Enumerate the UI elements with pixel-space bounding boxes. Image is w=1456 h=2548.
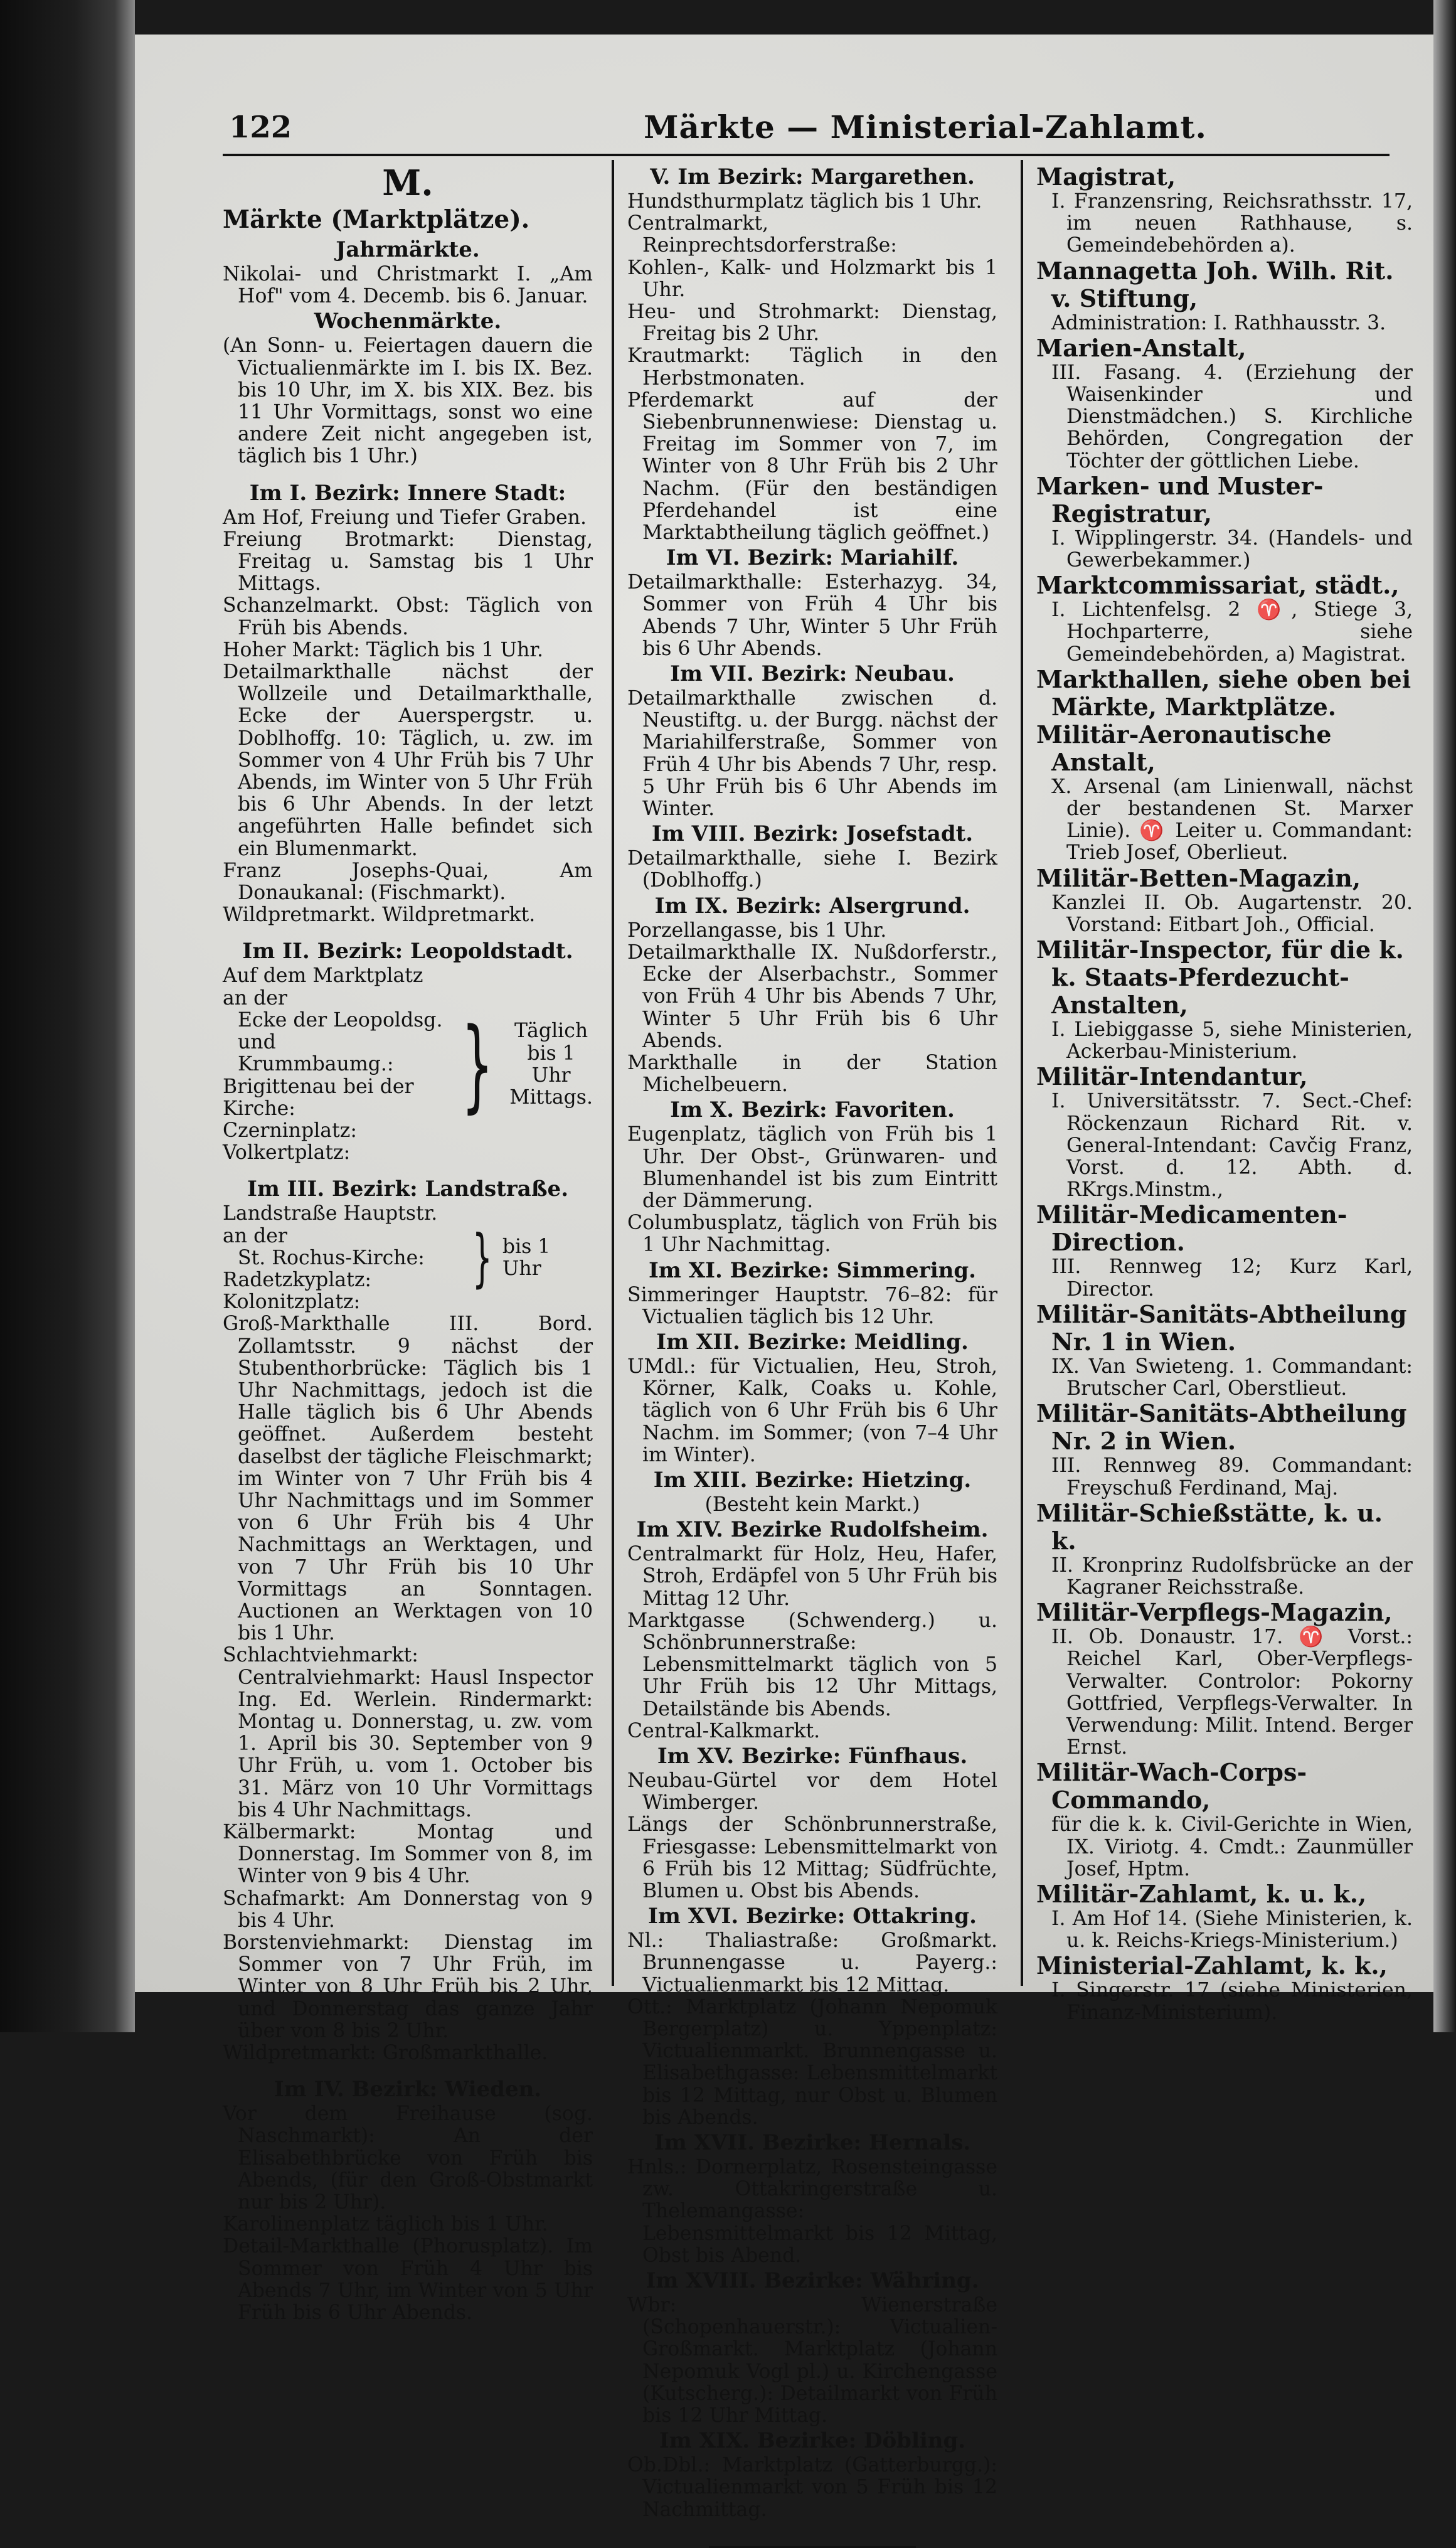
entry: Detailmarkthalle, siehe I. Bezirk (Doblhoffg.)	[627, 847, 997, 892]
entry-text: I. Am Hof 14. (Siehe Ministerien, k. u. k. Reichs-Kriegs-Ministerium.)	[1051, 1907, 1413, 1953]
entry: Schafmarkt: Am Donnerstag von 9 bis 4 Uhr.	[223, 1887, 593, 1932]
column-2	[627, 163, 997, 2548]
column-1	[223, 163, 593, 2324]
entry: Porzellangasse, bis 1 Uhr.	[627, 919, 887, 942]
entry-heading: Ministerial-Zahlamt, k. k.,	[1036, 1951, 1388, 1980]
entry-heading: Militär-Intendantur,	[1036, 1062, 1308, 1091]
entry: Krummbaumg.:	[238, 1053, 394, 1076]
entry-heading: Militär-Sanitäts-Abtheilung Nr. 1 in Wien.	[1036, 1299, 1407, 1356]
entry-text: III. Rennweg 89. Commandant: Freyschuß Ferdinand, Maj.	[1051, 1454, 1413, 1500]
entry: Central-Kalkmarkt.	[627, 1719, 821, 1742]
district-heading: Im II. Bezirk: Leopoldstadt.	[242, 939, 573, 964]
entry-heading: Marien-Anstalt,	[1036, 333, 1246, 362]
entry: Nikolai- und Christmarkt I. „Am Hof" vom 4. Decemb. bis 6. Januar.	[223, 263, 593, 308]
entry-text: I. Liebiggasse 5, siehe Ministerien, Ackerbau-Ministerium.	[1051, 1018, 1413, 1063]
entry: Markthalle in der Station Michelbeuern.	[627, 1051, 997, 1097]
entry-heading: Mannagetta Joh. Wilh. Rit. v. Stiftung,	[1036, 256, 1394, 312]
entry: Franz Josephs-Quai, Am Donaukanal: (Fischmarkt).	[223, 859, 593, 905]
note: (An Sonn- u. Feiertagen dauern die Victualienmärkte im I. bis IX. Bez. bis 10 Uhr, im X. bis XIX. Bez. bis 11 Uhr Vormittags, sonst wo eine andere Zeit nicht angegeben ist, täglich bis 1 Uhr.)	[223, 334, 593, 468]
page-number: 122	[229, 110, 292, 145]
entry: bis 1 Uhr	[527, 1042, 575, 1087]
brace-group	[223, 965, 593, 1164]
entry-text: III. Rennweg 12; Kurz Karl, Director.	[1051, 1255, 1413, 1301]
entry: Ott.: Marktplatz (Johann Nepomuk Bergerplatz) u. Yppenplatz: Victualienmarkt. Brunnengasse u. Elisabethgasse: Lebensmittelmarkt bis 12 Mittag, nur Obst u. Blumen bis Abends.	[627, 1995, 997, 2129]
district-heading: Im XI. Bezirke: Simmering.	[649, 1257, 976, 1283]
entry: Ob.Dbl.: Marktplatz (Gatterburgg.): Victualienmarkt von 5 Früh bis 12 Nachmittag.	[627, 2454, 997, 2521]
book-page	[135, 35, 1433, 2521]
end-rule	[709, 2546, 916, 2548]
entry: Ecke der Leopoldsg. und	[238, 1008, 443, 1054]
entry: Krautmarkt: Täglich in den Herbstmonaten.	[627, 344, 997, 390]
entry: Marktgasse (Schwenderg.) u. Schönbrunnerstraße: Lebensmittelmarkt täglich von 5 Uhr Früh bis 12 Uhr Mittags, Detailstände bis Abends.	[627, 1609, 997, 1720]
entry: bis 1 Uhr	[502, 1235, 551, 1281]
district-heading: Im XV. Bezirke: Fünfhaus.	[657, 1743, 968, 1769]
entry: Brigittenau bei der Kirche:	[223, 1075, 414, 1120]
scan-border-left	[0, 0, 135, 2032]
entry-heading: Militär-Inspector, für die k. k. Staats-Pferdezucht-Anstalten,	[1036, 936, 1404, 1020]
entry: Volkertplatz:	[223, 1141, 351, 1165]
entry: Freiung Brotmarkt: Dienstag, Freitag u. Samstag bis 1 Uhr Mittags.	[223, 528, 593, 595]
entry-heading: Militär-Verpflegs-Magazin,	[1036, 1598, 1393, 1627]
entry: Centralmarkt für Holz, Heu, Hafer, Stroh, Erdäpfel von 5 Uhr Früh bis Mittag 12 Uhr.	[627, 1543, 997, 1610]
entry-heading: Markthallen, siehe oben bei Märkte, Marktplätze.	[1036, 664, 1411, 721]
running-head: Märkte — Ministerial-Zahlamt.	[644, 109, 1207, 146]
entry: Mittags.	[509, 1086, 593, 1109]
brace-group	[223, 1203, 593, 1313]
district-heading: Im XIV. Bezirke Rudolfsheim.	[636, 1517, 989, 1543]
entry-text: II. Kronprinz Rudolfsbrücke an der Kagraner Reichsstraße.	[1051, 1554, 1413, 1599]
entry-heading: Magistrat,	[1036, 163, 1176, 191]
district-heading: Im IX. Bezirk: Alsergrund.	[654, 893, 970, 919]
entry-heading: Militär-Aeronautische Anstalt,	[1036, 720, 1332, 776]
entry: Hnls.: Dornerplatz, Rosensteingasse zw. Ottakringerstraße u. Thelemangasse: Lebensmittelmarkt bis 12 Mittag, Obst bis Abend.	[627, 2156, 997, 2267]
entry: Hundsthurmplatz täglich bis 1 Uhr.	[627, 190, 982, 213]
column-rule-2	[1021, 160, 1023, 1986]
entry-text: IX. Van Swieteng. 1. Commandant: Brutscher Carl, Oberstlieut.	[1051, 1355, 1413, 1400]
entry: Neubau-Gürtel vor dem Hotel Wimberger.	[627, 1769, 997, 1815]
section-title: Märkte (Marktplätze).	[223, 205, 530, 234]
entry-heading: Militär-Sanitäts-Abtheilung Nr. 2 in Wien.	[1036, 1399, 1407, 1456]
scan-border-right	[1433, 0, 1456, 2032]
entry: Längs der Schönbrunnerstraße, Friesgasse: Lebensmittelmarkt von 6 Früh bis 12 Mittag; Südfrüchte, Blumen u. Obst bis Abends.	[627, 1813, 997, 1902]
section-letter: M.	[382, 163, 433, 204]
entry-text: I. Singerstr. 17 (siehe Ministerien, Finanz-Ministerium).	[1051, 1979, 1413, 2024]
district-heading: Im III. Bezirk: Landstraße.	[247, 1176, 569, 1202]
district-heading: Im IV. Bezirk: Wieden.	[274, 2077, 542, 2103]
entry: Vor dem Freihause (sog. Naschmarkt): An der Elisabethbrücke von Früh bis Abends, (für den Groß-Obstmarkt nur bis 2 Uhr).	[223, 2103, 593, 2214]
district-heading: Im VI. Bezirk: Mariahilf.	[666, 545, 959, 571]
entry-text: Administration: I. Rathhausstr. 3.	[1051, 311, 1386, 334]
entry: Centralmarkt, Reinprechtsdorferstraße:	[627, 212, 897, 257]
entry-heading: Militär-Betten-Magazin,	[1036, 863, 1361, 892]
entry: Heu- und Strohmarkt: Dienstag, Freitag bis 2 Uhr.	[627, 301, 997, 346]
district-heading: Im XVII. Bezirke: Hernals.	[654, 2130, 971, 2156]
entry: Landstraße Hauptstr. an der	[223, 1202, 438, 1247]
district-heading: Im XII. Bezirke: Meidling.	[656, 1329, 969, 1355]
district-heading: Im XVI. Bezirke: Ottakring.	[648, 1904, 977, 1929]
entry: Wildpretmarkt. Wildpretmarkt.	[223, 904, 536, 927]
header-rule	[223, 154, 1390, 156]
entry: Schlachtviehmarkt: Centralviehmarkt: Hausl Inspector Ing. Ed. Werlein. Rindermarkt: Montag u. Donnerstag, u. zw. vom 1. April bis 30. September von 9 Uhr Früh, u. vom 1. October bis 31. März von 10 Uhr Vormittags bis 4 Uhr Nachmittags.	[223, 1644, 593, 1821]
entry-heading: Militär-Zahlamt, k. u. k.,	[1036, 1879, 1367, 1908]
entry: Pferdemarkt auf der Siebenbrunnenwiese: Dienstag u. Freitag im Sommer von 7, im Winter von 8 Uhr Früh bis 2 Uhr Nachm. (Für den beständigen Pferdehandel ist eine Marktabtheilung täglich geöffnet.)	[627, 388, 997, 545]
entry-text: II. Ob. Donaustr. 17. ♈ Vorst.: Reichel Karl, Ober-Verpflegs-Verwalter. Controlor: Pokorny Gottfried, Verpflegs-Verwalter. In Verwendung: Milit. Intend. Berger Ernst.	[1051, 1626, 1413, 1759]
column-rule-1	[612, 160, 614, 1986]
entry-text: I. Lichtenfelsg. 2 ♈, Stiege 3, Hochparterre, siehe Gemeindebehörden, a) Magistrat.	[1051, 599, 1413, 666]
district-heading: Im VIII. Bezirk: Josefstadt.	[651, 821, 974, 847]
entry: Wbr: Wienerstraße (Schopenhauerstr.): Victualien-Großmarkt. Marktplatz (Johann Nepomuk Vogl pl.) u. Kirchengasse (Kutscherg.): Detailmarkt von Früh bis 12 Uhr Mittag.	[627, 2294, 997, 2428]
entry-text: X. Arsenal (am Linienwall, nächst der bestandenen St. Marxer Linie). ♈ Leiter u. Commandant: Trieb Josef, Oberlieut.	[1051, 775, 1413, 865]
entry: Detailmarkthalle zwischen d. Neustiftg. u. der Burgg. nächst der Mariahilferstraße, Sommer von Früh 4 Uhr bis Abends 7 Uhr, resp. 5 Uhr Früh bis 6 Uhr Abends im Winter.	[627, 687, 997, 821]
entry: Hoher Markt: Täglich bis 1 Uhr.	[223, 638, 543, 661]
district-heading: Im VII. Bezirk: Neubau.	[670, 661, 955, 687]
entry-heading: Militär-Schießstätte, k. u. k.	[1036, 1498, 1383, 1555]
entry-heading: Marken- und Muster-Registratur,	[1036, 471, 1324, 528]
entry: Wildpretmarkt: Großmarkthalle.	[223, 2042, 548, 2065]
entry: Detailmarkthalle: Esterhazyg. 34, Sommer von Früh 4 Uhr bis Abends 7 Uhr, Winter 5 Uhr Früh bis 6 Uhr Abends.	[627, 571, 997, 660]
entry-text: I. Universitätsstr. 7. Sect.-Chef: Röckenzaun Richard Rit. v. General-Intendant: Cavčig Franz, Vorst. d. 12. Abth. d. RKrgs.Minstm.,	[1051, 1090, 1413, 1202]
entry: Eugenplatz, täglich von Früh bis 1 Uhr. Der Obst-, Grünwaren- und Blumenhandel ist bis zum Eintritt der Dämmerung.	[627, 1123, 997, 1212]
entry-text: I. Wipplingerstr. 34. (Handels- und Gewerbekammer.)	[1051, 526, 1413, 572]
entry: Nl.: Thaliastraße: Großmarkt. Brunnengasse u. Payerg.: Victualienmarkt bis 12 Mittag.	[627, 1929, 997, 1996]
entry-text: I. Franzensring, Reichsrathsstr. 17, im neuen Rathhause, s. Gemeindebehörden a).	[1051, 190, 1413, 257]
district-heading: V. Im Bezirk: Margarethen.	[650, 164, 975, 189]
entry: Borstenviehmarkt: Dienstag im Sommer von 7 Uhr Früh, im Winter von 8 Uhr Früh bis 2 Uhr, und Donnerstag das ganze Jahr über von 8 bis 2 Uhr.	[223, 1931, 593, 2042]
entry-text: III. Fasang. 4. (Erziehung der Waisenkinder und Dienstmädchen.) S. Kirchliche Behörden, Congregation der Töchter der göttlichen Liebe.	[1051, 361, 1413, 472]
entry: Kohlen-, Kalk- und Holzmarkt bis 1 Uhr.	[627, 256, 997, 301]
district-heading: Im XVIII. Bezirke: Währing.	[646, 2268, 979, 2294]
entry-heading: Militär-Wach-Corps-Commando,	[1036, 1758, 1307, 1815]
entry: Columbusplatz, täglich von Früh bis 1 Uhr Nachmittag.	[627, 1212, 997, 1257]
entry: Täglich	[514, 1020, 588, 1043]
district-heading: Im I. Bezirk: Innere Stadt:	[249, 480, 566, 506]
entry: Kälbermarkt: Montag und Donnerstag. Im Sommer von 8, im Winter von 9 bis 4 Uhr.	[223, 1821, 593, 1888]
entry: Detailmarkthalle nächst der Wollzeile und Detailmarkthalle, Ecke der Auerspergstr. u. Doblhoffg. 10: Täglich, u. zw. im Sommer von 4 Uhr Früh bis 7 Uhr Abends, im Winter von 5 Uhr Früh bis 6 Uhr Abends. In der letzt angeführten Halle befindet sich ein Blumenmarkt.	[223, 661, 593, 860]
entry: Detailmarkthalle IX. Nußdorferstr., Ecke der Alserbachstr., Sommer von Früh 4 Uhr bis Abends 7 Uhr, Winter 5 Uhr Früh bis 6 Uhr Abends.	[627, 941, 997, 1052]
entry-heading: Militär-Medicamenten-Direction.	[1036, 1200, 1347, 1257]
entry: Schanzelmarkt. Obst: Täglich von Früh bis Abends.	[223, 594, 593, 639]
district-heading: Im X. Bezirk: Favoriten.	[670, 1097, 955, 1123]
entry: UMdl.: für Victualien, Heu, Stroh, Körner, Kalk, Coaks u. Kohle, täglich von 6 Uhr Früh bis 6 Uhr Nachm. im Sommer; (von 7–4 Uhr im Winter).	[627, 1355, 997, 1466]
entry: Auf dem Marktplatz an der	[223, 964, 423, 1010]
brace-icon: }	[472, 1221, 492, 1295]
note: (Besteht kein Markt.)	[704, 1493, 920, 1516]
entry: Czerninplatz:	[223, 1119, 357, 1142]
entry-text: Kanzlei II. Ob. Augartenstr. 20. Vorstand: Eitbart Joh., Official.	[1051, 891, 1413, 936]
entry: Simmeringer Hauptstr. 76–82: für Victualien täglich bis 12 Uhr.	[627, 1283, 997, 1328]
district-heading: Im XIX. Bezirke: Döbling.	[659, 2428, 966, 2454]
entry: Am Hof, Freiung und Tiefer Graben.	[223, 506, 587, 529]
entry: St. Rochus-Kirche:	[238, 1246, 425, 1269]
column-3	[1036, 163, 1413, 2024]
entry-heading: Marktcommissariat, städt.,	[1036, 571, 1400, 600]
district-heading: Im XIII. Bezirke: Hietzing.	[653, 1467, 972, 1493]
subsection-heading: Jahrmärkte.	[336, 237, 480, 262]
entry-text: für die k. k. Civil-Gerichte in Wien, IX. Viriotg. 4. Cmdt.: Zaunmüller Josef, Hptm.	[1051, 1813, 1413, 1880]
entry: Radetzkyplatz:	[223, 1268, 372, 1291]
subsection-heading: Wochenmärkte.	[314, 309, 502, 334]
entry: Karolinenplatz täglich bis 1 Uhr.	[223, 2213, 548, 2236]
brace-icon: }	[461, 1005, 494, 1123]
entry: Kolonitzplatz:	[223, 1291, 361, 1314]
entry: Detail-Markthalle (Phorusplatz). Im Sommer von Früh 4 Uhr bis Abends 7 Uhr, im Winter von 5 Uhr Früh bis 6 Uhr Abends.	[223, 2235, 593, 2325]
entry: Groß-Markthalle III. Bord. Zollamtsstr. 9 nächst der Stubenthorbrücke: Täglich bis 1 Uhr Nachmittags, jedoch ist die Halle täglich bis 6 Uhr Abends geöffnet. Außerdem besteht daselbst der tägliche Fleischmarkt; im Winter von 7 Uhr Früh bis 4 Uhr Nachmittags und im Sommer von 6 Uhr Früh bis 4 Uhr Nachmittags an Werktagen, und von 7 Uhr Früh bis 10 Uhr Vormittags an Sonntagen. Auctionen an Werktagen von 10 bis 1 Uhr.	[223, 1313, 593, 1645]
